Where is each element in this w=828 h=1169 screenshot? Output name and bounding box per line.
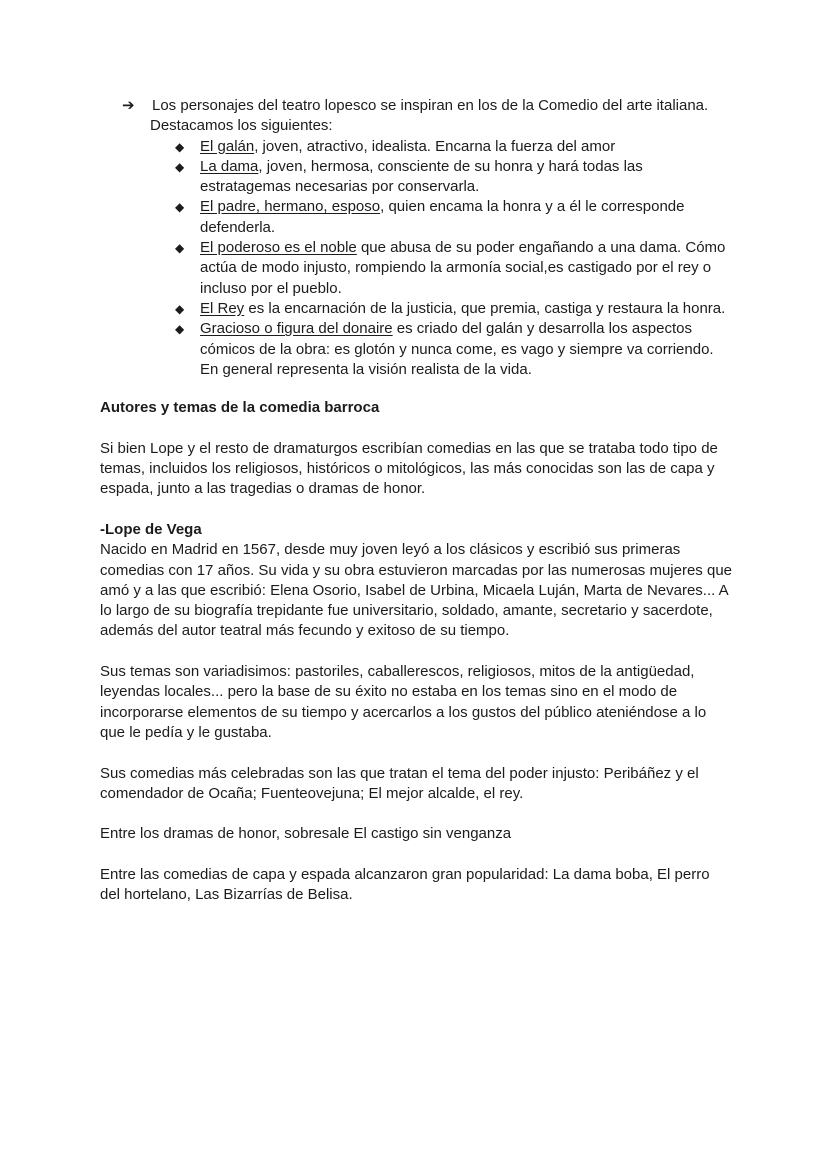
lope-celebrated-paragraph: Sus comedias más celebradas son las que tratan el tema del poder injusto: Peribáñez y el comendador de Ocaña; Fuenteovejuna; El mejor alcalde, el rey.	[100, 764, 699, 802]
list-item	[175, 137, 732, 157]
character-description: es criado del galán y desarrolla los aspectos cómicos de la obra: es glotón y nunca come, es vago y siempre va corriendo. En general representa la visión realista de la vida.	[200, 320, 714, 378]
lope-themes-paragraph: Sus temas son variadisimos: pastoriles, caballerescos, religiosos, mitos de la antigüedad, leyendas locales... pero la base de su éxito no estaba en los temas sino en el modo de incorporarse elementos de su tiempo y acercarlos a los gustos del público ateniéndose a lo que le pedía y le gustaba.	[100, 663, 707, 741]
lope-heading: -Lope de Vega	[100, 520, 202, 538]
character-description: , quien encama la honra y a él le corresponde defenderla.	[200, 198, 685, 236]
intro-line-1: Los personajes del teatro lopesco se inspiran en los de la Comedio del arte italiana.	[152, 97, 709, 114]
section-intro-paragraph: Si bien Lope y el resto de dramaturgos escribían comedias en las que se trataba todo tipo de temas, incluidos los religiosos, históricos o mitológicos, las más conocidas son las de capa y espada, junto a las tragedias o dramas de honor.	[100, 439, 718, 498]
character-description: que abusa de su poder engañando a una dama. Cómo actúa de modo injusto, rompiendo la armonía social,es castigado por el rey o incluso por el pueblo.	[200, 239, 726, 297]
list-item	[175, 238, 732, 299]
character-description: es la encarnación de la justicia, que premia, castiga y restaura la honra.	[244, 299, 726, 317]
intro-line-2: Destacamos los siguientes:	[150, 117, 333, 135]
list-item	[175, 299, 732, 319]
character-term: La dama	[200, 157, 259, 175]
lope-bio-paragraph: Nacido en Madrid en 1567, desde muy joven leyó a los clásicos y escribió sus primeras comedias con 17 años. Su vida y su obra estuvieron marcadas por las numerosas mujeres que amó y a las que escribió: Elena Osorio, Isabel de Urbina, Micaela Luján, Marta de Nevares... A lo largo de su biografía trepidante fue universitario, soldado, amante, secretario y sacerdote, además del autor teatral más fecundo y exitoso de su tiempo.	[100, 541, 732, 640]
diamond-bullet-icon: ◆	[175, 322, 185, 337]
diamond-bullet-icon: ◆	[175, 301, 185, 316]
character-list	[100, 137, 732, 381]
character-term: El padre, hermano, esposo	[200, 198, 381, 216]
list-item	[175, 157, 732, 198]
diamond-bullet-icon: ◆	[175, 139, 185, 154]
character-term: El poderoso es el noble	[200, 239, 357, 257]
lope-honor-paragraph: Entre los dramas de honor, sobresale El castigo sin venganza	[100, 825, 512, 843]
section-title: Autores y temas de la comedia barroca	[100, 399, 380, 417]
intro-block	[100, 96, 732, 137]
list-item	[175, 319, 732, 380]
character-description: , joven, hermosa, consciente de su honra y hará todas las estratagemas necesarias por conservarla.	[200, 157, 643, 196]
arrow-icon: ➔	[122, 97, 135, 114]
diamond-bullet-icon: ◆	[175, 159, 185, 174]
character-term: El galán	[200, 137, 255, 155]
list-item	[175, 197, 732, 238]
intro-text	[152, 96, 732, 137]
document-page	[100, 96, 732, 906]
diamond-bullet-icon: ◆	[175, 241, 185, 256]
diamond-bullet-icon: ◆	[175, 200, 185, 215]
character-description: , joven, atractivo, idealista. Encarna la fuerza del amor	[254, 137, 616, 155]
character-term: El Rey	[200, 299, 245, 317]
lope-capa-paragraph: Entre las comedias de capa y espada alcanzaron gran popularidad: La dama boba, El perro del hortelano, Las Bizarrías de Belisa.	[100, 865, 710, 904]
character-term: Gracioso o figura del donaire	[200, 320, 393, 338]
